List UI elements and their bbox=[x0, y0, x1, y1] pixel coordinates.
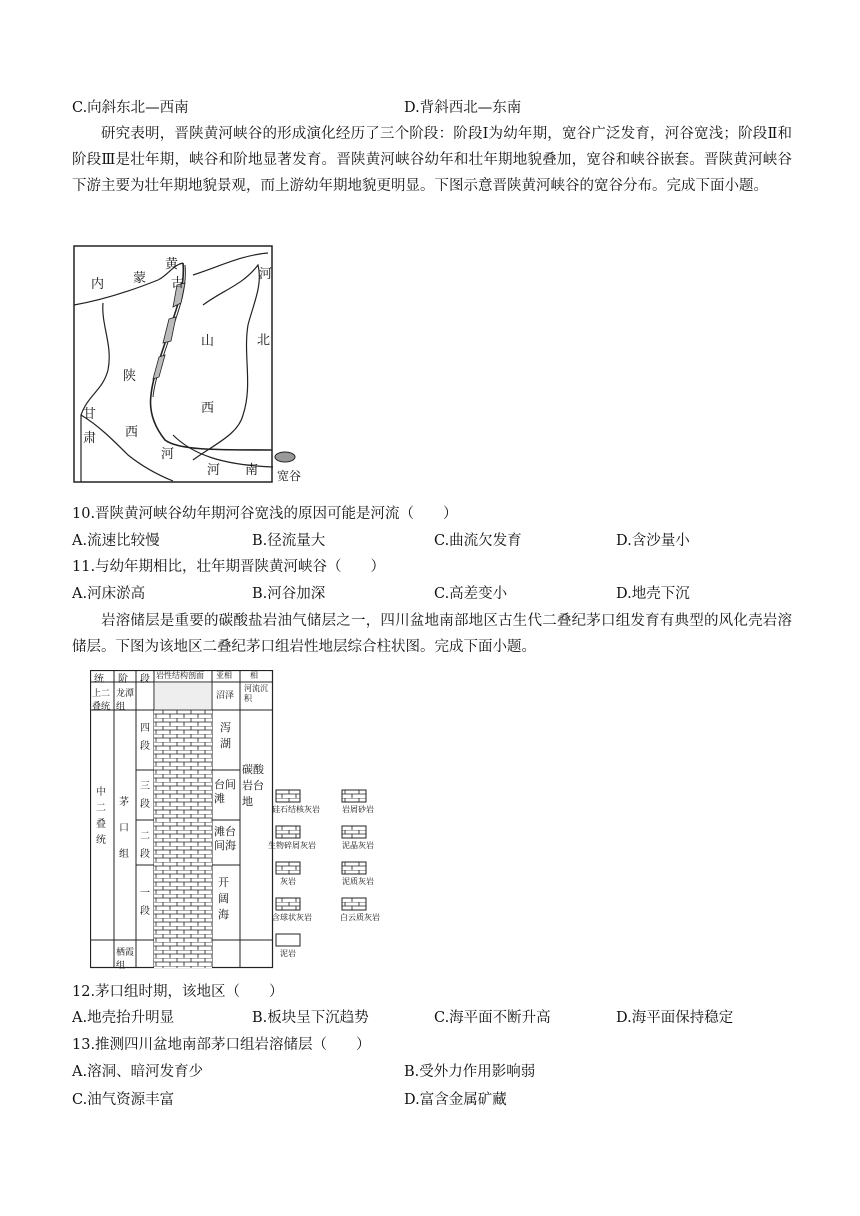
legend-bioclastic-limestone: 生物碎屑灰岩 bbox=[268, 841, 316, 850]
legend-chert-nodule-limestone: 硅石结核灰岩 bbox=[272, 805, 320, 814]
q10-option-c: C.曲流欠发育 bbox=[434, 533, 522, 549]
map-label-he-top: 河 bbox=[259, 267, 273, 282]
q13-option-c: C.油气资源丰富 bbox=[72, 1092, 175, 1108]
q12-option-d: D.海平面保持稳定 bbox=[616, 1010, 734, 1026]
col-header-segment: 段 bbox=[140, 674, 150, 685]
column-drawing bbox=[90, 670, 390, 970]
q11-option-c: C.高差变小 bbox=[434, 586, 508, 602]
passage-yellow-river-gorge: 研究表明，晋陕黄河峡谷的形成演化经历了三个阶段：阶段Ⅰ为幼年期，宽谷广泛发育，河谷宽浅；阶段Ⅱ和阶段Ⅲ是壮年期，峡谷和阶地显著发育。晋陕黄河峡谷幼年和壮年期地貌叠加，宽谷和峡谷嵌套。晋陕黄河峡谷下游主要为壮年期地貌景观，而上游幼年期地貌更明显。下图示意晋陕黄河峡谷的宽谷分布。完成下面小题。 bbox=[72, 126, 792, 194]
q11-option-d: D.地壳下沉 bbox=[616, 586, 690, 602]
map-label-meng: 蒙 bbox=[133, 271, 147, 286]
q13-stem: 13.推测四川盆地南部茅口组岩溶储层（ ） bbox=[72, 1037, 371, 1053]
map-label-gu: 古 bbox=[171, 276, 185, 291]
col-header-stage: 阶 bbox=[118, 674, 128, 685]
q12-option-c: C.海平面不断升高 bbox=[434, 1010, 551, 1026]
legend-dolomitic-limestone: 白云质灰岩 bbox=[340, 913, 380, 922]
map-label-nan: 南 bbox=[245, 463, 259, 478]
subfacies-lagoon: 泻湖 bbox=[220, 721, 231, 750]
legend-spherulitic-limestone: 含球状灰岩 bbox=[272, 913, 312, 922]
subfacies-swamp: 沼泽 bbox=[216, 691, 235, 701]
map-label-su: 肃 bbox=[83, 431, 97, 446]
q12-option-b: B.板块呈下沉趋势 bbox=[252, 1010, 369, 1026]
q13-option-a: A.溶洞、暗河发育少 bbox=[72, 1064, 204, 1080]
col-header-lithology: 岩性结构剖面 bbox=[156, 671, 204, 680]
q13-option-b: B.受外力作用影响弱 bbox=[404, 1064, 536, 1080]
map-legend-wide-valley: 宽谷 bbox=[277, 469, 302, 483]
subfacies-shoal-interplatform-sea: 滩台间海 bbox=[214, 825, 236, 852]
map-label-gan: 甘 bbox=[83, 407, 97, 422]
segment-1: 一段 bbox=[140, 888, 150, 917]
q12-stem: 12.茅口组时期，该地区（ ） bbox=[72, 984, 284, 1000]
map-label-huang: 黄 bbox=[165, 257, 179, 272]
segment-3: 三段 bbox=[140, 781, 150, 810]
series-upper-permian: 上二叠统 bbox=[92, 689, 111, 712]
legend-mudstone: 泥岩 bbox=[280, 949, 296, 958]
series-middle-permian: 中二叠统 bbox=[96, 787, 106, 846]
q11-option-a: A.河床淤高 bbox=[72, 586, 146, 602]
segment-2: 二段 bbox=[140, 831, 150, 860]
stage-longtan: 龙潭组 bbox=[116, 689, 135, 712]
yellow-river-gorge-map bbox=[73, 245, 313, 485]
facies-fluvial: 河流沉积 bbox=[244, 684, 268, 703]
q10-option-a: A.流速比较慢 bbox=[72, 533, 160, 549]
stage-maokou: 茅口组 bbox=[119, 797, 129, 860]
subfacies-platform-shoal: 台间滩 bbox=[214, 778, 236, 805]
subfacies-open-sea: 开阔海 bbox=[218, 876, 229, 921]
col-header-subfacies: 亚相 bbox=[216, 671, 232, 680]
q10-stem: 10.晋陕黄河峡谷幼年期河谷宽浅的原因可能是河流（ ） bbox=[72, 506, 458, 522]
map-label-bei: 北 bbox=[257, 333, 271, 348]
facies-carbonate-platform: 碳酸岩台地 bbox=[242, 763, 264, 808]
q10-option-d: D.含沙量小 bbox=[616, 533, 690, 549]
q13-option-d: D.富含金属矿藏 bbox=[404, 1092, 507, 1108]
stratigraphic-column-chart bbox=[90, 670, 390, 970]
col-header-facies: 相 bbox=[250, 671, 258, 680]
map-label-xi2: 西 bbox=[125, 425, 139, 440]
map-label-he-bottom: 河 bbox=[161, 447, 175, 462]
legend-lithic-sandstone: 岩屑砂岩 bbox=[342, 805, 374, 814]
legend-argillaceous-limestone: 泥质灰岩 bbox=[342, 877, 374, 886]
q12-option-a: A.地壳抬升明显 bbox=[72, 1010, 175, 1026]
legend-limestone: 灰岩 bbox=[280, 877, 296, 886]
map-label-nei: 内 bbox=[91, 277, 105, 292]
q9-option-c: C.向斜东北—西南 bbox=[72, 100, 189, 116]
map-label-xi1: 西 bbox=[201, 401, 215, 416]
map-label-he-nan: 河 bbox=[207, 463, 221, 478]
q10-option-b: B.径流量大 bbox=[252, 533, 326, 549]
segment-4: 四段 bbox=[140, 723, 150, 752]
col-header-series: 统 bbox=[94, 674, 104, 685]
map-label-shan: 山 bbox=[201, 334, 215, 349]
map-drawing bbox=[73, 245, 313, 485]
q9-option-d: D.背斜西北—东南 bbox=[404, 100, 522, 116]
q11-stem: 11.与幼年期相比，壮年期晋陕黄河峡谷（ ） bbox=[72, 559, 386, 575]
q11-option-b: B.河谷加深 bbox=[252, 586, 326, 602]
legend-micritic-limestone: 泥晶灰岩 bbox=[342, 841, 374, 850]
map-label-shaan: 陕 bbox=[123, 369, 137, 384]
stage-qixia: 栖霞组 bbox=[116, 948, 135, 971]
passage-karst-reservoir: 岩溶储层是重要的碳酸盐岩油气储层之一，四川盆地南部地区古生代二叠纪茅口组发育有典型的风化壳岩溶储层。下图为该地区二叠纪茅口组岩性地层综合柱状图。完成下面小题。 bbox=[72, 613, 792, 655]
